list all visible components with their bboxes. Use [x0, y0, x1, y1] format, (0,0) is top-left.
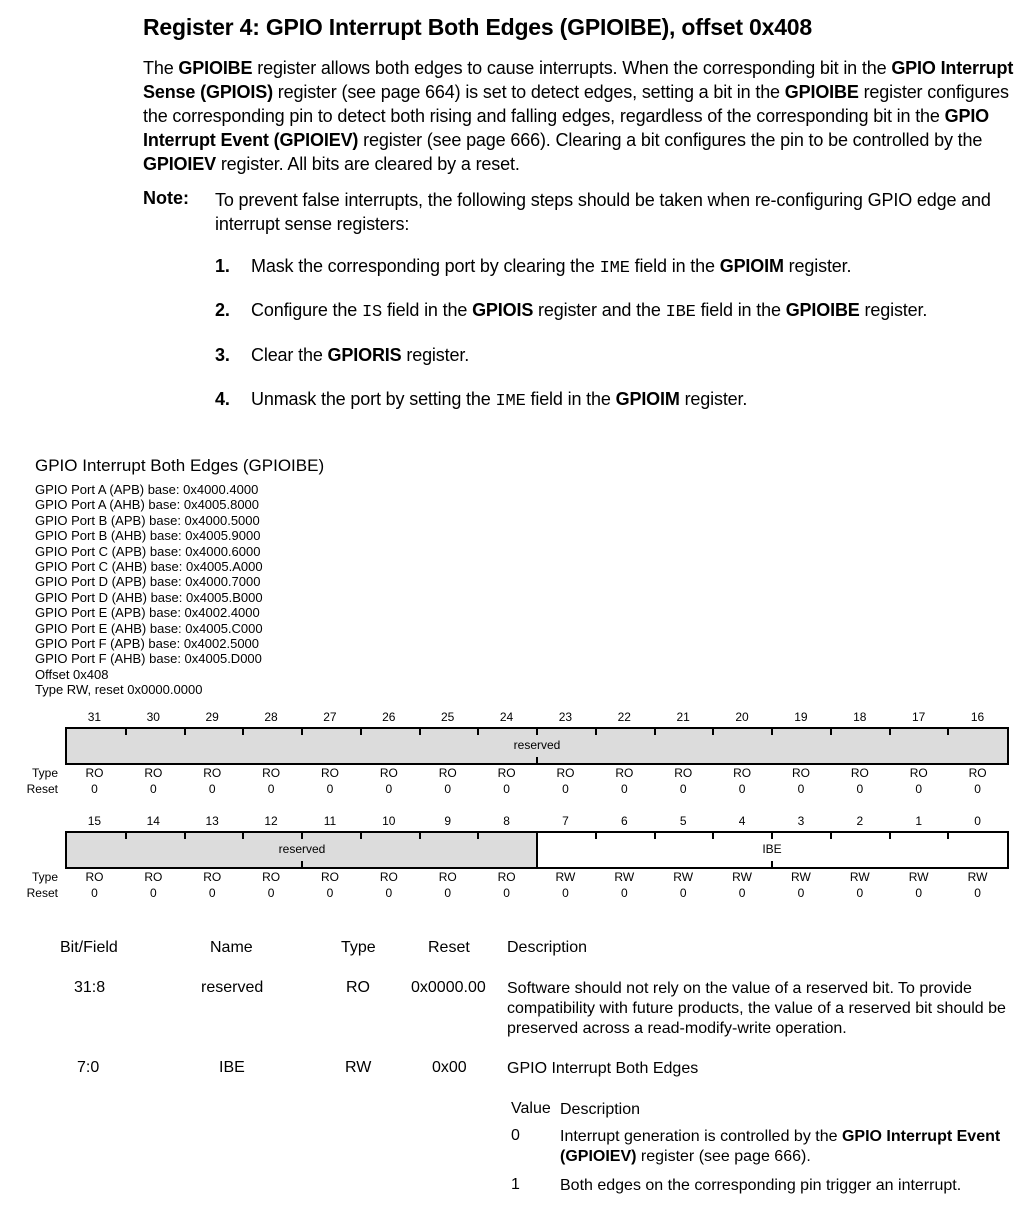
- base-address-port-d-apb: GPIO Port D (APB) base: 0x4000.7000: [35, 574, 261, 590]
- header-reset: Reset: [428, 939, 470, 956]
- bit-cell: RO: [791, 766, 810, 780]
- intro-paragraph: The GPIOIBE register allows both edges to cause interrupts. When the corresponding bit in the GPIO Interrupt Sense (GPIOIS) register (see page 664) is set to detect edges, setting a bit in the GPIOIBE register configures the corresponding pin to detect both rising and falling edges, regardless of the corresponding bit in the GPIO Interrupt Event (GPIOIEV) register (see page 666). Clearing a bit configures the pin to be controlled by the GPIOIEV register. All bits are cleared by a reset.: [143, 58, 1014, 174]
- bit-cell: 4: [738, 814, 746, 828]
- bit-tick: [301, 729, 303, 735]
- bit-cell: RW: [614, 870, 635, 884]
- bit-cell: 20: [735, 710, 749, 724]
- note-label: Note:: [143, 188, 189, 208]
- bit-cell: 23: [558, 710, 573, 724]
- bit-cell: 3: [797, 814, 805, 828]
- bit-tick: [125, 729, 127, 735]
- reset-row-label: Reset: [26, 782, 58, 796]
- type-row-lower: [65, 870, 1007, 886]
- bit-cell: 0: [385, 782, 393, 796]
- bit-cell: RO: [379, 766, 398, 780]
- bit-cell: RO: [850, 766, 869, 780]
- bit-tick: [419, 833, 421, 839]
- bit-cell: RO: [85, 870, 104, 884]
- bit-cell: 6: [620, 814, 628, 828]
- bit-cell: 0: [91, 782, 98, 796]
- bit-cell: 0: [149, 782, 157, 796]
- header-name: Name: [210, 939, 253, 956]
- reset-row-lower: [65, 886, 1007, 902]
- bit-tick: [947, 729, 949, 735]
- bit-tick: [184, 833, 186, 839]
- bit-numbers-upper: [65, 710, 1007, 726]
- bit-cell: 0: [444, 782, 452, 796]
- bit-numbers-lower: [65, 814, 1007, 830]
- base-address-port-c-ahb: GPIO Port C (AHB) base: 0x4005.A000: [35, 559, 263, 575]
- bit-tick: [419, 729, 421, 735]
- bit-tick: [536, 729, 538, 735]
- value-header: Value: [511, 1100, 551, 1117]
- note-text: To prevent false interrupts, the following steps should be taken when re-configuring GPIO edge and interrupt sense registers:: [215, 190, 991, 234]
- bit-cell: 27: [323, 710, 337, 724]
- bit-cell: 7: [562, 814, 569, 828]
- bit-tick: [830, 833, 832, 839]
- bit-cell: 0: [503, 782, 510, 796]
- register-row-upper: [65, 727, 1009, 765]
- bit-cell: 24: [499, 710, 514, 724]
- bit-tick: [242, 833, 244, 839]
- bit-cell: 0: [738, 886, 746, 900]
- value-0-description: Interrupt generation is controlled by the GPIO Interrupt Event (GPIOIEV) register (see page 666).: [560, 1128, 1001, 1165]
- bit-cell: RO: [85, 766, 104, 780]
- bit-tick: [947, 833, 949, 839]
- field-label: reserved: [513, 738, 561, 752]
- bit-cell: 0: [797, 782, 805, 796]
- bit-cell: 13: [205, 814, 219, 828]
- cell-name: reserved: [201, 979, 264, 996]
- register-type-reset: Type RW, reset 0x0000.0000: [35, 682, 203, 698]
- bit-cell: 0: [326, 782, 334, 796]
- bit-cell: 31: [87, 710, 102, 724]
- step-text: Mask the corresponding port by clearing the IME field in the GPIOIM register.: [251, 256, 852, 278]
- bit-cell: 8: [503, 814, 510, 828]
- bit-tick: [712, 729, 714, 735]
- bit-tick: [184, 729, 186, 735]
- bit-cell: 0: [503, 886, 510, 900]
- base-address-port-e-ahb: GPIO Port E (AHB) base: 0x4005.C000: [35, 620, 263, 636]
- base-address-port-c-apb: GPIO Port C (APB) base: 0x4000.6000: [35, 543, 261, 559]
- value-1-description: Both edges on the corresponding pin trigger an interrupt.: [560, 1177, 962, 1194]
- bit-cell: 14: [146, 814, 160, 828]
- bit-cell: RW: [791, 870, 811, 884]
- type-row-label: Type: [31, 766, 58, 780]
- field-label: reserved: [278, 842, 326, 856]
- bit-cell: 0: [444, 886, 452, 900]
- bit-cell: 16: [970, 710, 985, 724]
- bit-cell: 0: [856, 886, 864, 900]
- bit-cell: RO: [203, 766, 222, 780]
- base-address-port-b-ahb: GPIO Port B (AHB) base: 0x4005.9000: [35, 528, 261, 544]
- bit-cell: RO: [262, 870, 281, 884]
- bit-cell: 22: [617, 710, 631, 724]
- bit-cell: RO: [615, 766, 634, 780]
- cell-description: GPIO Interrupt Both Edges: [507, 1060, 699, 1077]
- base-address-port-d-ahb: GPIO Port D (AHB) base: 0x4005.B000: [35, 589, 263, 605]
- bit-cell: RW: [555, 870, 576, 884]
- bit-cell: 0: [679, 782, 687, 796]
- header-bitfield: Bit/Field: [60, 939, 118, 956]
- bit-cell: 0: [620, 782, 628, 796]
- bit-tick: [301, 833, 303, 839]
- header-type: Type: [341, 939, 376, 956]
- bit-cell: 21: [676, 710, 690, 724]
- bit-tick: [654, 833, 656, 839]
- value-description-header: Description: [560, 1101, 641, 1118]
- bit-cell: RO: [144, 870, 163, 884]
- bit-cell: 19: [794, 710, 808, 724]
- bit-cell: 15: [87, 814, 102, 828]
- cell-name: IBE: [219, 1059, 245, 1076]
- bit-cell: 17: [912, 710, 926, 724]
- reset-row-upper: [65, 782, 1007, 798]
- step-number: 2.: [215, 300, 230, 320]
- bit-cell: RO: [262, 766, 281, 780]
- bit-tick: [360, 729, 362, 735]
- cell-bitfield: 7:0: [77, 1059, 100, 1076]
- base-address-port-f-ahb: GPIO Port F (AHB) base: 0x4005.D000: [35, 651, 262, 667]
- bit-cell: 0: [620, 886, 628, 900]
- bit-tick: [889, 833, 891, 839]
- cell-reset: 0x00: [432, 1059, 467, 1076]
- step-text: Unmask the port by setting the IME field in the GPIOIM register.: [251, 389, 748, 411]
- bit-cell: 2: [856, 814, 864, 828]
- bit-tick: [654, 729, 656, 735]
- bit-cell: 0: [267, 886, 275, 900]
- base-address-port-f-apb: GPIO Port F (APB) base: 0x4002.5000: [35, 636, 260, 652]
- bit-tick: [242, 729, 244, 735]
- bit-cell: RO: [203, 870, 222, 884]
- bit-cell: RO: [438, 870, 457, 884]
- bit-cell: RW: [732, 870, 752, 884]
- bit-tick: [771, 833, 773, 839]
- bit-cell: 0: [91, 886, 98, 900]
- bit-cell: RO: [379, 870, 398, 884]
- bit-tick: [360, 833, 362, 839]
- bit-cell: RW: [967, 870, 988, 884]
- bit-cell: 11: [323, 814, 337, 828]
- bit-tick: [477, 833, 479, 839]
- step-text: Clear the GPIORIS register.: [251, 345, 470, 365]
- reset-row-label: Reset: [26, 886, 58, 900]
- bit-tick: [771, 729, 773, 735]
- bit-cell: RO: [320, 870, 339, 884]
- bit-cell: RO: [320, 766, 339, 780]
- bit-tick: [477, 729, 479, 735]
- bit-cell: 0: [562, 886, 569, 900]
- header-description: Description: [507, 939, 588, 956]
- cell-type: RO: [346, 979, 370, 996]
- type-row-upper: [65, 766, 1007, 782]
- field-label: IBE: [762, 842, 782, 856]
- type-row-label: Type: [31, 870, 58, 884]
- step-number: 4.: [215, 389, 230, 409]
- bit-cell: 0: [974, 814, 981, 828]
- bit-cell: 10: [382, 814, 396, 828]
- bit-cell: 0: [856, 782, 864, 796]
- bit-cell: 0: [385, 886, 393, 900]
- bit-cell: RO: [497, 870, 516, 884]
- bit-cell: 0: [326, 886, 334, 900]
- bit-cell: 26: [382, 710, 396, 724]
- cell-type: RW: [345, 1059, 372, 1076]
- bit-tick: [712, 833, 714, 839]
- cell-description: Software should not rely on the value of a reserved bit. To provide compatibility with future products, the value of a reserved bit should be preserved across a read-modify-write operation.: [507, 980, 1006, 1037]
- bit-cell: RO: [438, 766, 457, 780]
- bit-cell: 0: [974, 782, 981, 796]
- bit-cell: RO: [674, 766, 693, 780]
- bit-cell: RW: [849, 870, 870, 884]
- register-row-lower: [65, 831, 1009, 869]
- bit-cell: 0: [974, 886, 981, 900]
- bit-cell: 18: [853, 710, 867, 724]
- bit-cell: 25: [441, 710, 455, 724]
- step-number: 3.: [215, 345, 230, 365]
- bit-cell: RW: [908, 870, 929, 884]
- field-center-tick: [771, 861, 773, 867]
- bit-cell: 0: [679, 886, 687, 900]
- bit-cell: RO: [556, 766, 575, 780]
- step-number: 1.: [215, 256, 230, 276]
- base-address-port-b-apb: GPIO Port B (APB) base: 0x4000.5000: [35, 512, 260, 528]
- bit-tick: [125, 833, 127, 839]
- bit-cell: RO: [909, 766, 928, 780]
- bit-cell: 29: [205, 710, 219, 724]
- bit-tick: [830, 729, 832, 735]
- register-diagram-title: GPIO Interrupt Both Edges (GPIOIBE): [35, 456, 325, 475]
- step-text: Configure the IS field in the GPIOIS register and the IBE field in the GPIOIBE register.: [251, 300, 928, 322]
- bit-cell: RO: [497, 766, 516, 780]
- register-offset: Offset 0x408: [35, 666, 109, 682]
- value-0: 0: [511, 1127, 520, 1144]
- bit-cell: 5: [679, 814, 687, 828]
- bit-tick: [595, 729, 597, 735]
- bit-cell: 0: [797, 886, 805, 900]
- bit-cell: 0: [267, 782, 275, 796]
- base-address-port-a-apb: GPIO Port A (APB) base: 0x4000.4000: [35, 482, 259, 497]
- bit-cell: 12: [264, 814, 278, 828]
- field-center-tick: [301, 861, 303, 867]
- register-info: [35, 482, 263, 698]
- cell-reset: 0x0000.00: [411, 979, 486, 996]
- bit-cell: 0: [208, 782, 216, 796]
- bit-cell: 0: [915, 886, 923, 900]
- bit-cell: 30: [146, 710, 160, 724]
- bit-cell: RW: [673, 870, 694, 884]
- value-1: 1: [511, 1176, 520, 1193]
- bit-cell: RO: [144, 766, 163, 780]
- bit-cell: 9: [444, 814, 452, 828]
- bit-tick: [595, 833, 597, 839]
- bit-tick: [889, 729, 891, 735]
- bit-cell: RO: [733, 766, 752, 780]
- field-divider: [536, 833, 538, 867]
- bit-cell: 0: [208, 886, 216, 900]
- bit-cell: RO: [968, 766, 987, 780]
- bit-cell: 0: [562, 782, 569, 796]
- base-address-port-a-ahb: GPIO Port A (AHB) base: 0x4005.8000: [35, 497, 260, 513]
- bit-cell: 1: [915, 814, 923, 828]
- field-center-tick: [536, 757, 538, 763]
- bit-cell: 28: [264, 710, 278, 724]
- bit-cell: 0: [149, 886, 157, 900]
- base-address-port-e-apb: GPIO Port E (APB) base: 0x4002.4000: [35, 605, 260, 621]
- bit-cell: 0: [738, 782, 746, 796]
- page-title: Register 4: GPIO Interrupt Both Edges (GPIOIBE), offset 0x408: [143, 14, 812, 40]
- bit-cell: 0: [915, 782, 923, 796]
- cell-bitfield: 31:8: [74, 979, 106, 996]
